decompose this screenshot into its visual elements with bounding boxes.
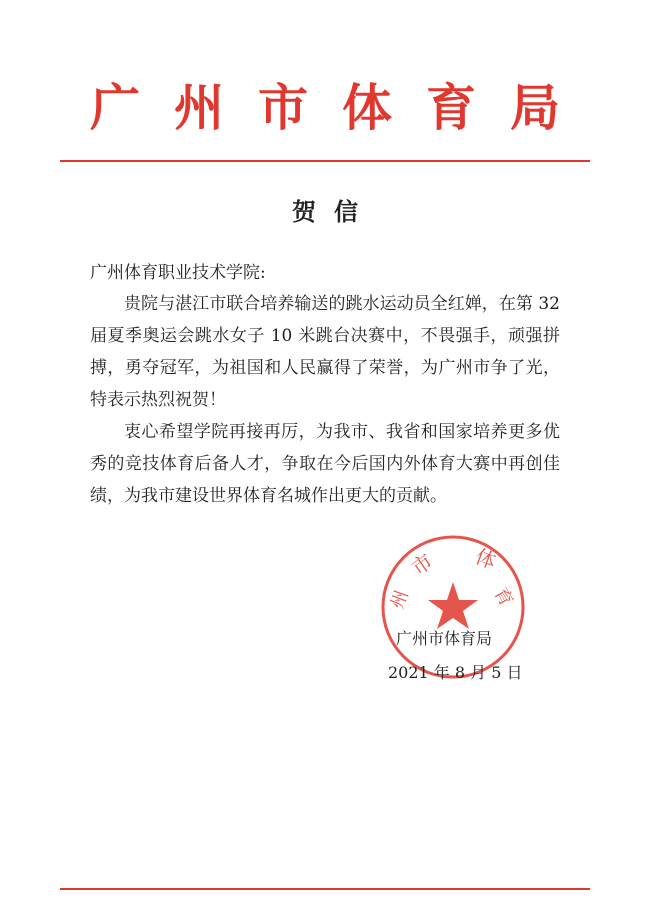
letter-body [90,288,560,512]
letterhead-rule-top [60,160,590,162]
svg-text:体: 体 [472,544,500,574]
svg-text:市: 市 [407,548,438,581]
svg-text:育: 育 [489,584,517,611]
footer-rule [60,888,590,890]
body-paragraph-1: 贵院与湛江市联合培养输送的跳水运动员全红婵，在第 32 届夏季奥运会跳水女子 10 米跳台决赛中，不畏强手，顽强拼搏，勇夺冠军，为祖国和人民赢得了荣誉，为广州市争了光，特表示热烈祝贺！ [90,294,560,410]
body-paragraph-2: 衷心希望学院再接再厉，为我市、我省和国家培养更多优秀的竞技体育后备人才，争取在今后国内外体育大赛中再创佳绩，为我市建设世界体育名城作出更大的贡献。 [90,422,560,506]
letterhead-title: 广州市体育局 [90,78,594,137]
svg-text:州: 州 [386,587,413,612]
salutation: 广州体育职业技术学院: [90,263,266,283]
signature-organization: 广州市体育局 [396,629,493,648]
signature-date: 2021 年 8 月 5 日 [388,663,523,682]
document-title: 贺信 [292,197,376,226]
